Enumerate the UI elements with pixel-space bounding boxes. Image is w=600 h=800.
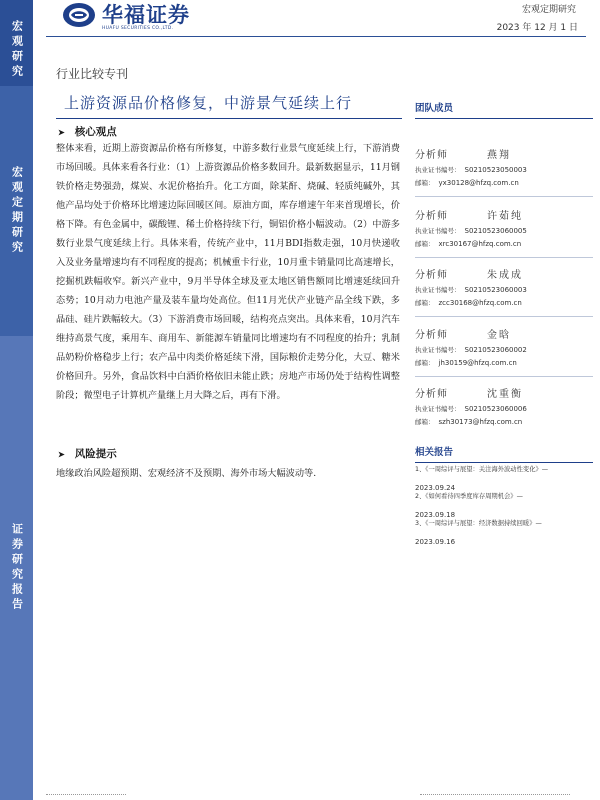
related-report-item[interactable] bbox=[415, 518, 595, 546]
related-report-title[interactable]: 1、《一周综评与展望：关注海外波动性变化》— bbox=[415, 466, 549, 473]
analyst-name: 朱成成 bbox=[487, 270, 523, 281]
email-label: 邮箱： bbox=[415, 240, 435, 248]
risk-body: 地缘政治风险超预期、宏观经济不及预期、海外市场大幅波动等. bbox=[56, 468, 317, 479]
analyst-card bbox=[415, 207, 593, 258]
analyst-email[interactable]: zcc30168@hfzq.com.cn bbox=[438, 299, 522, 307]
related-report-date: 2023.09.16 bbox=[415, 538, 456, 546]
analyst-role: 分析师 bbox=[415, 330, 448, 341]
sidebar-bottom-label: 证券研究报告 bbox=[10, 523, 24, 613]
arrow-icon: ➤ bbox=[58, 448, 65, 459]
core-view-body: 整体来看，近期上游资源品价格有所修复，中游多数行业景气度延续上行，下游消费市场回暖。具体来看各行业：（1）上游资源品价格多数回升。最新数据显示，11月钢铁价格走势强劲，煤炭、水泥价格抬升。化工方面，除某酐、烧碱、轻质纯碱外，其他产品均处于价格环比增速边际回暖区间。原油方面，库存增速午年来首现增长，价格下降。有色金属中，碳酸锂、稀土价格持续下行，铜铝价格小幅波动。（2）中游多数行业景气度延续上行。具体来看，传统产业中，11月BDI指数走强，10月快递收入及业务量增速均有不同程度的提高；机械重卡行业，10月重卡销量同比高速增长，挖掘机跌幅收窄。新兴产业中，9月半导体全球及亚太地区销售额同比增速延续回升态势；10月动力电池产量及装车量均处高位。但11月光伏产业链产品全线下跌，多晶硅、硅片跌幅较大。（3）下游消费市场回暖，结构亮点突出。具体来看，10月汽车维持高景气度，乘用车、商用车、新能源车销量同比增速均有不同程度的抬升；乳制品奶粉价格稳步上行；农产品中肉类价格延续下滑，国际粮价走势分化，大豆、糖米价格回升。另外，食品饮料中白酒价格依旧未能止跌；房地产市场仍处于结构性调整阶段；微型电子计算机产量继上月大降之后，再有下滑。 bbox=[56, 143, 400, 401]
risk-heading-text: 风险提示 bbox=[74, 448, 117, 460]
report-type: 宏观定期研究 bbox=[521, 5, 576, 15]
report-date: 2023 年 12 月 1 日 bbox=[496, 23, 578, 33]
brand-name-en: HUAFU SECURITIES CO.,LTD. bbox=[102, 26, 174, 31]
brand-logo-icon bbox=[62, 2, 96, 28]
sidebar-middle-block bbox=[0, 86, 33, 336]
analyst-role: 分析师 bbox=[415, 211, 448, 222]
title-divider bbox=[56, 118, 402, 119]
related-report-title[interactable]: 2、《如何看待四季度库存周期机会》— bbox=[415, 493, 523, 500]
related-reports-divider bbox=[415, 462, 593, 463]
analyst-divider bbox=[415, 196, 593, 197]
risk-heading bbox=[58, 446, 117, 461]
footer-right-rule bbox=[420, 794, 570, 795]
analyst-name: 燕翔 bbox=[487, 150, 511, 161]
page-title: 上游资源品价格修复，中游景气延续上行 bbox=[64, 94, 353, 112]
footer-left-rule bbox=[46, 794, 126, 795]
related-report-item[interactable] bbox=[415, 464, 595, 492]
sidebar-top-block bbox=[0, 0, 33, 86]
analyst-card bbox=[415, 146, 593, 197]
analyst-role: 分析师 bbox=[415, 270, 448, 281]
cert-number: S0210523060002 bbox=[464, 346, 527, 354]
related-report-date: 2023.09.24 bbox=[415, 484, 456, 492]
brand-name-cn: 华福证券 bbox=[102, 3, 190, 27]
sidebar-top-label: 宏观研究 bbox=[10, 20, 24, 80]
analyst-role: 分析师 bbox=[415, 150, 448, 161]
email-label: 邮箱： bbox=[415, 359, 435, 367]
related-report-title[interactable]: 3、《一周综评与展望：经济数据持续回暖》— bbox=[415, 520, 542, 527]
analyst-name: 许茹纯 bbox=[487, 211, 523, 222]
cert-number: S0210523060005 bbox=[464, 227, 527, 235]
core-view-heading-text: 核心观点 bbox=[74, 126, 117, 138]
team-heading-divider bbox=[415, 118, 593, 119]
sidebar-middle-label: 宏观定期研究 bbox=[10, 166, 24, 256]
analyst-name: 沈重衡 bbox=[487, 389, 523, 400]
analyst-email[interactable]: szh30173@hfzq.com.cn bbox=[438, 418, 523, 426]
report-series: 行业比较专刊 bbox=[56, 67, 129, 81]
related-reports-heading: 相关报告 bbox=[415, 447, 454, 458]
arrow-icon: ➤ bbox=[58, 126, 65, 137]
core-view-heading bbox=[58, 124, 117, 139]
cert-number: S0210523050003 bbox=[464, 166, 527, 174]
analyst-card bbox=[415, 266, 593, 317]
analyst-name: 金晗 bbox=[487, 330, 511, 341]
analyst-email[interactable]: xrc30167@hfzq.com.cn bbox=[438, 240, 522, 248]
analyst-card bbox=[415, 326, 593, 377]
sidebar-bottom-block bbox=[0, 336, 33, 800]
cert-number: S0210523060006 bbox=[464, 405, 527, 413]
email-label: 邮箱： bbox=[415, 418, 435, 426]
analyst-email[interactable]: yx30128@hfzq.com.cn bbox=[438, 179, 519, 187]
analyst-divider bbox=[415, 376, 593, 377]
header-divider bbox=[46, 36, 586, 37]
cert-label: 执业证书编号： bbox=[415, 227, 461, 235]
email-label: 邮箱： bbox=[415, 179, 435, 187]
analyst-role: 分析师 bbox=[415, 389, 448, 400]
sidebar bbox=[0, 0, 33, 800]
related-reports-section bbox=[415, 444, 593, 463]
team-section bbox=[415, 100, 593, 119]
cert-label: 执业证书编号： bbox=[415, 166, 461, 174]
cert-label: 执业证书编号： bbox=[415, 286, 461, 294]
analyst-email[interactable]: jh30159@hfzq.com.cn bbox=[438, 359, 517, 367]
team-heading: 团队成员 bbox=[415, 103, 454, 114]
cert-label: 执业证书编号： bbox=[415, 346, 461, 354]
analyst-card bbox=[415, 385, 593, 426]
analyst-divider bbox=[415, 257, 593, 258]
cert-number: S0210523060003 bbox=[464, 286, 527, 294]
brand-logo bbox=[62, 2, 190, 31]
related-report-date: 2023.09.18 bbox=[415, 511, 456, 519]
related-report-item[interactable] bbox=[415, 491, 595, 519]
email-label: 邮箱： bbox=[415, 299, 435, 307]
analyst-divider bbox=[415, 316, 593, 317]
cert-label: 执业证书编号： bbox=[415, 405, 461, 413]
